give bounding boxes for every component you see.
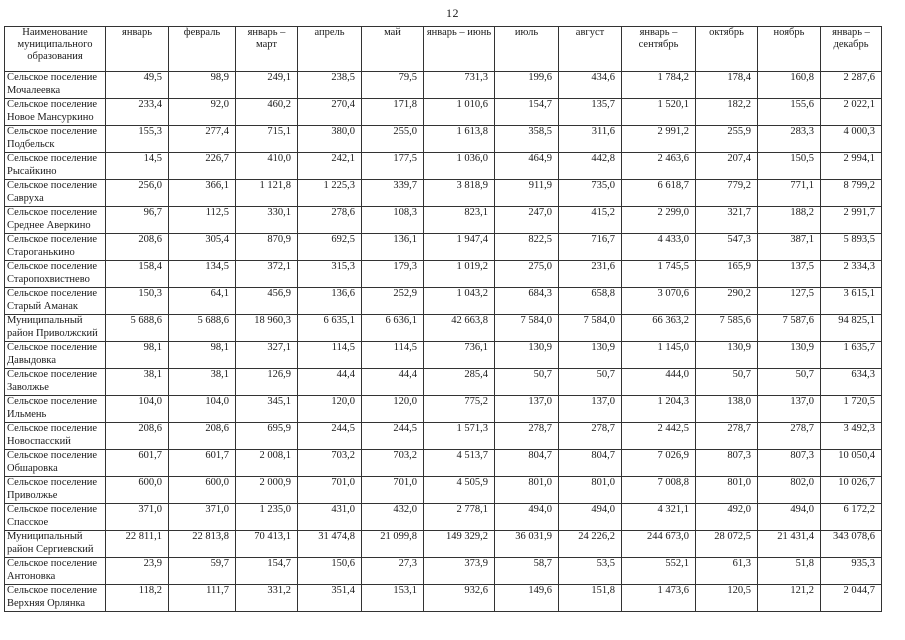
value-cell: 111,7 [169,585,236,612]
value-cell: 24 226,2 [559,531,622,558]
value-cell: 343 078,6 [821,531,882,558]
value-cell: 492,0 [696,504,758,531]
value-cell: 1 036,0 [424,153,495,180]
value-cell: 255,9 [696,126,758,153]
value-cell: 137,5 [758,261,821,288]
value-cell: 779,2 [696,180,758,207]
value-cell: 165,9 [696,261,758,288]
column-header: январь – июнь [424,27,495,72]
table-row [5,558,882,585]
value-cell: 44,4 [362,369,424,396]
value-cell: 935,3 [821,558,882,585]
value-cell: 177,5 [362,153,424,180]
value-cell: 137,0 [495,396,559,423]
value-cell: 50,7 [495,369,559,396]
value-cell: 634,3 [821,369,882,396]
table-row [5,423,882,450]
value-cell: 58,7 [495,558,559,585]
municipality-name: Сельское поселение Старый Аманак [5,288,106,315]
value-cell: 138,0 [696,396,758,423]
value-cell: 108,3 [362,207,424,234]
value-cell: 49,5 [106,72,169,99]
value-cell: 442,8 [559,153,622,180]
table-row [5,504,882,531]
value-cell: 371,0 [106,504,169,531]
value-cell: 2 000,9 [236,477,298,504]
value-cell: 208,6 [106,423,169,450]
value-cell: 775,2 [424,396,495,423]
municipality-name: Сельское поселение Давыдовка [5,342,106,369]
table-row [5,585,882,612]
value-cell: 2 044,7 [821,585,882,612]
value-cell: 1 043,2 [424,288,495,315]
table-row [5,180,882,207]
municipality-name: Сельское поселение Обшаровка [5,450,106,477]
value-cell: 130,9 [696,342,758,369]
value-cell: 2 778,1 [424,504,495,531]
value-cell: 494,0 [559,504,622,531]
value-cell: 50,7 [758,369,821,396]
value-cell: 136,1 [362,234,424,261]
municipality-name: Муниципальный район Сергиевский [5,531,106,558]
column-header-name: Наименование муниципального образования [5,27,106,72]
value-cell: 1 225,3 [298,180,362,207]
value-cell: 1 145,0 [622,342,696,369]
value-cell: 154,7 [236,558,298,585]
value-cell: 1 635,7 [821,342,882,369]
table-row [5,153,882,180]
value-cell: 134,5 [169,261,236,288]
value-cell: 345,1 [236,396,298,423]
value-cell: 311,6 [559,126,622,153]
value-cell: 2 022,1 [821,99,882,126]
value-cell: 6 636,1 [362,315,424,342]
value-cell: 208,6 [169,423,236,450]
value-cell: 31 474,8 [298,531,362,558]
value-cell: 3 615,1 [821,288,882,315]
value-cell: 695,9 [236,423,298,450]
value-cell: 70 413,1 [236,531,298,558]
table-row [5,126,882,153]
value-cell: 464,9 [495,153,559,180]
value-cell: 366,1 [169,180,236,207]
value-cell: 44,4 [298,369,362,396]
value-cell: 112,5 [169,207,236,234]
municipality-name: Сельское поселение Ильмень [5,396,106,423]
table-row [5,531,882,558]
value-cell: 208,6 [106,234,169,261]
value-cell: 327,1 [236,342,298,369]
value-cell: 1 947,4 [424,234,495,261]
value-cell: 50,7 [559,369,622,396]
table-header [5,27,882,72]
value-cell: 801,0 [696,477,758,504]
value-cell: 28 072,5 [696,531,758,558]
value-cell: 153,1 [362,585,424,612]
value-cell: 823,1 [424,207,495,234]
value-cell: 278,7 [696,423,758,450]
value-cell: 2 008,1 [236,450,298,477]
value-cell: 244,5 [362,423,424,450]
value-cell: 61,3 [696,558,758,585]
value-cell: 38,1 [169,369,236,396]
value-cell: 207,4 [696,153,758,180]
value-cell: 118,2 [106,585,169,612]
value-cell: 10 050,4 [821,450,882,477]
table-row [5,234,882,261]
value-cell: 53,5 [559,558,622,585]
value-cell: 3 070,6 [622,288,696,315]
value-cell: 692,5 [298,234,362,261]
table-row [5,72,882,99]
column-header: ноябрь [758,27,821,72]
value-cell: 330,1 [236,207,298,234]
value-cell: 283,3 [758,126,821,153]
value-cell: 2 442,5 [622,423,696,450]
column-header: январь – сентябрь [622,27,696,72]
value-cell: 1 520,1 [622,99,696,126]
value-cell: 735,0 [559,180,622,207]
value-cell: 801,0 [559,477,622,504]
value-cell: 290,2 [696,288,758,315]
value-cell: 4 433,0 [622,234,696,261]
value-cell: 600,0 [106,477,169,504]
value-cell: 380,0 [298,126,362,153]
value-cell: 444,0 [622,369,696,396]
value-cell: 1 019,2 [424,261,495,288]
value-cell: 2 991,2 [622,126,696,153]
value-cell: 171,8 [362,99,424,126]
value-cell: 278,7 [495,423,559,450]
value-cell: 6 618,7 [622,180,696,207]
value-cell: 373,9 [424,558,495,585]
value-cell: 911,9 [495,180,559,207]
value-cell: 270,4 [298,99,362,126]
value-cell: 703,2 [298,450,362,477]
value-cell: 27,3 [362,558,424,585]
value-cell: 50,7 [696,369,758,396]
column-header: февраль [169,27,236,72]
value-cell: 2 287,6 [821,72,882,99]
value-cell: 98,1 [106,342,169,369]
value-cell: 226,7 [169,153,236,180]
value-cell: 249,1 [236,72,298,99]
value-cell: 247,0 [495,207,559,234]
value-cell: 701,0 [298,477,362,504]
page-number: 12 [446,6,459,20]
value-cell: 932,6 [424,585,495,612]
value-cell: 135,7 [559,99,622,126]
table-row [5,450,882,477]
value-cell: 151,8 [559,585,622,612]
value-cell: 23,9 [106,558,169,585]
value-cell: 684,3 [495,288,559,315]
table-row [5,396,882,423]
value-cell: 358,5 [495,126,559,153]
value-cell: 5 893,5 [821,234,882,261]
value-cell: 155,3 [106,126,169,153]
value-cell: 1 571,3 [424,423,495,450]
value-cell: 2 299,0 [622,207,696,234]
municipality-name: Сельское поселение Подбельск [5,126,106,153]
value-cell: 285,4 [424,369,495,396]
value-cell: 150,6 [298,558,362,585]
value-cell: 870,9 [236,234,298,261]
value-cell: 339,7 [362,180,424,207]
value-cell: 1 784,2 [622,72,696,99]
value-cell: 136,6 [298,288,362,315]
value-cell: 233,4 [106,99,169,126]
value-cell: 6 635,1 [298,315,362,342]
value-cell: 120,0 [298,396,362,423]
value-cell: 256,0 [106,180,169,207]
value-cell: 807,3 [758,450,821,477]
value-cell: 601,7 [169,450,236,477]
municipality-name: Сельское поселение Среднее Аверкино [5,207,106,234]
value-cell: 22 813,8 [169,531,236,558]
value-cell: 255,0 [362,126,424,153]
value-cell: 1 010,6 [424,99,495,126]
municipality-name: Сельское поселение Заволжье [5,369,106,396]
value-cell: 18 960,3 [236,315,298,342]
value-cell: 716,7 [559,234,622,261]
value-cell: 4 513,7 [424,450,495,477]
value-cell: 804,7 [495,450,559,477]
value-cell: 802,0 [758,477,821,504]
value-cell: 14,5 [106,153,169,180]
table-row [5,288,882,315]
value-cell: 807,3 [696,450,758,477]
value-cell: 42 663,8 [424,315,495,342]
column-header: январь – март [236,27,298,72]
value-cell: 244 673,0 [622,531,696,558]
value-cell: 130,9 [559,342,622,369]
value-cell: 121,2 [758,585,821,612]
value-cell: 372,1 [236,261,298,288]
value-cell: 701,0 [362,477,424,504]
value-cell: 431,0 [298,504,362,531]
value-cell: 4 000,3 [821,126,882,153]
value-cell: 231,6 [559,261,622,288]
value-cell: 801,0 [495,477,559,504]
value-cell: 2 991,7 [821,207,882,234]
value-cell: 2 334,3 [821,261,882,288]
municipality-name: Сельское поселение Спасское [5,504,106,531]
column-header: август [559,27,622,72]
value-cell: 7 584,0 [495,315,559,342]
value-cell: 7 587,6 [758,315,821,342]
value-cell: 1 235,0 [236,504,298,531]
value-cell: 5 688,6 [106,315,169,342]
value-cell: 822,5 [495,234,559,261]
value-cell: 120,5 [696,585,758,612]
column-header: июль [495,27,559,72]
value-cell: 104,0 [169,396,236,423]
value-cell: 1 204,3 [622,396,696,423]
value-cell: 199,6 [495,72,559,99]
value-cell: 21 099,8 [362,531,424,558]
municipality-name: Сельское поселение Антоновка [5,558,106,585]
value-cell: 179,3 [362,261,424,288]
value-cell: 3 818,9 [424,180,495,207]
municipality-name: Сельское поселение Савруха [5,180,106,207]
value-cell: 601,7 [106,450,169,477]
value-cell: 160,8 [758,72,821,99]
value-cell: 155,6 [758,99,821,126]
value-cell: 104,0 [106,396,169,423]
value-cell: 137,0 [758,396,821,423]
value-cell: 7 585,6 [696,315,758,342]
value-cell: 1 121,8 [236,180,298,207]
value-cell: 114,5 [298,342,362,369]
column-header: октябрь [696,27,758,72]
value-cell: 703,2 [362,450,424,477]
value-cell: 1 473,6 [622,585,696,612]
table-body [5,72,882,612]
value-cell: 36 031,9 [495,531,559,558]
value-cell: 331,2 [236,585,298,612]
municipality-name: Сельское поселение Новое Мансуркино [5,99,106,126]
value-cell: 275,0 [495,261,559,288]
value-cell: 79,5 [362,72,424,99]
value-cell: 321,7 [696,207,758,234]
value-cell: 182,2 [696,99,758,126]
value-cell: 130,9 [495,342,559,369]
value-cell: 7 026,9 [622,450,696,477]
budget-table [4,26,882,612]
value-cell: 178,4 [696,72,758,99]
value-cell: 98,1 [169,342,236,369]
value-cell: 736,1 [424,342,495,369]
column-header: январь [106,27,169,72]
value-cell: 98,9 [169,72,236,99]
table-row [5,207,882,234]
value-cell: 126,9 [236,369,298,396]
value-cell: 238,5 [298,72,362,99]
municipality-name: Сельское поселение Рысайкино [5,153,106,180]
value-cell: 456,9 [236,288,298,315]
value-cell: 387,1 [758,234,821,261]
value-cell: 66 363,2 [622,315,696,342]
value-cell: 432,0 [362,504,424,531]
value-cell: 278,6 [298,207,362,234]
value-cell: 547,3 [696,234,758,261]
value-cell: 188,2 [758,207,821,234]
value-cell: 315,3 [298,261,362,288]
value-cell: 278,7 [559,423,622,450]
value-cell: 1 613,8 [424,126,495,153]
value-cell: 51,8 [758,558,821,585]
municipality-name: Муниципальный район Приволжский [5,315,106,342]
value-cell: 434,6 [559,72,622,99]
value-cell: 59,7 [169,558,236,585]
value-cell: 494,0 [495,504,559,531]
table-row [5,342,882,369]
value-cell: 410,0 [236,153,298,180]
municipality-name: Сельское поселение Мочалеевка [5,72,106,99]
value-cell: 5 688,6 [169,315,236,342]
municipality-name: Сельское поселение Верхняя Орлянка [5,585,106,612]
value-cell: 4 321,1 [622,504,696,531]
value-cell: 278,7 [758,423,821,450]
value-cell: 127,5 [758,288,821,315]
value-cell: 1 720,5 [821,396,882,423]
table-row [5,369,882,396]
value-cell: 305,4 [169,234,236,261]
municipality-name: Сельское поселение Старопохвистнево [5,261,106,288]
value-cell: 658,8 [559,288,622,315]
value-cell: 2 463,6 [622,153,696,180]
municipality-name: Сельское поселение Староганькино [5,234,106,261]
value-cell: 120,0 [362,396,424,423]
value-cell: 137,0 [559,396,622,423]
value-cell: 114,5 [362,342,424,369]
value-cell: 130,9 [758,342,821,369]
value-cell: 460,2 [236,99,298,126]
value-cell: 252,9 [362,288,424,315]
value-cell: 371,0 [169,504,236,531]
value-cell: 150,3 [106,288,169,315]
municipality-name: Сельское поселение Приволжье [5,477,106,504]
value-cell: 242,1 [298,153,362,180]
value-cell: 149 329,2 [424,531,495,558]
value-cell: 600,0 [169,477,236,504]
value-cell: 154,7 [495,99,559,126]
value-cell: 2 994,1 [821,153,882,180]
value-cell: 277,4 [169,126,236,153]
value-cell: 7 008,8 [622,477,696,504]
value-cell: 158,4 [106,261,169,288]
value-cell: 21 431,4 [758,531,821,558]
column-header: апрель [298,27,362,72]
value-cell: 10 026,7 [821,477,882,504]
value-cell: 804,7 [559,450,622,477]
table-row [5,315,882,342]
value-cell: 22 811,1 [106,531,169,558]
value-cell: 552,1 [622,558,696,585]
value-cell: 7 584,0 [559,315,622,342]
value-cell: 771,1 [758,180,821,207]
value-cell: 8 799,2 [821,180,882,207]
value-cell: 3 492,3 [821,423,882,450]
value-cell: 494,0 [758,504,821,531]
table-row [5,261,882,288]
municipality-name: Сельское поселение Новоспасский [5,423,106,450]
value-cell: 731,3 [424,72,495,99]
value-cell: 96,7 [106,207,169,234]
value-cell: 150,5 [758,153,821,180]
value-cell: 149,6 [495,585,559,612]
value-cell: 94 825,1 [821,315,882,342]
value-cell: 715,1 [236,126,298,153]
column-header: май [362,27,424,72]
value-cell: 415,2 [559,207,622,234]
value-cell: 1 745,5 [622,261,696,288]
value-cell: 6 172,2 [821,504,882,531]
value-cell: 92,0 [169,99,236,126]
value-cell: 64,1 [169,288,236,315]
table-row [5,99,882,126]
value-cell: 244,5 [298,423,362,450]
value-cell: 38,1 [106,369,169,396]
value-cell: 351,4 [298,585,362,612]
table-row [5,477,882,504]
column-header: январь – декабрь [821,27,882,72]
value-cell: 4 505,9 [424,477,495,504]
header-row [5,27,882,72]
